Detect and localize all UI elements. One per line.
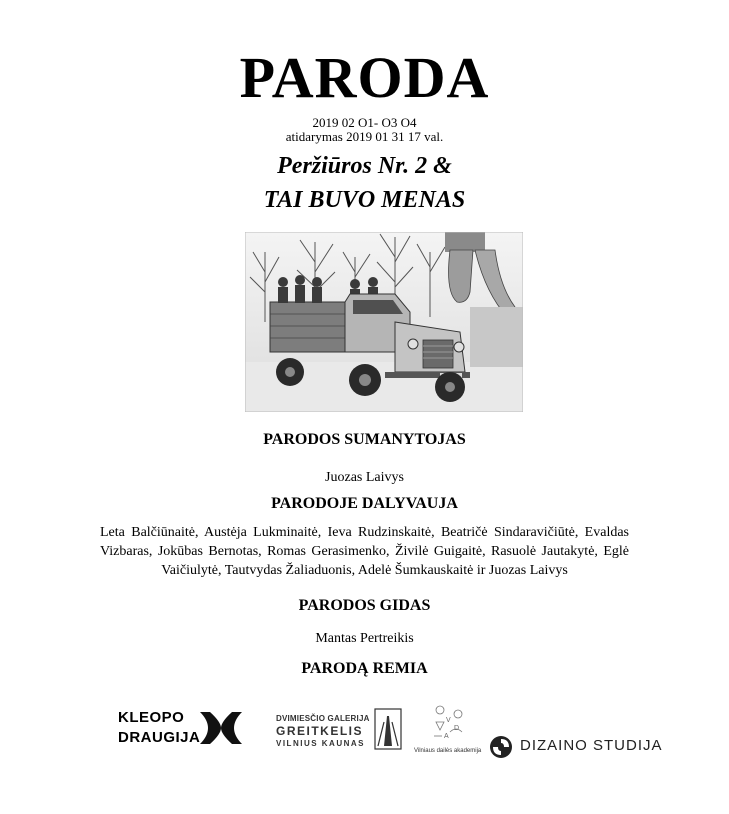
dizaino-text: DIZAINO STUDIJA (520, 737, 663, 754)
greitkelis-gallery-logo (276, 706, 406, 752)
greitkelis-line-2: GREITKELIS (276, 724, 364, 738)
svg-text:V: V (446, 717, 451, 724)
kleopo-line-1: KLEOPO (118, 709, 185, 726)
dizaino-swirl-icon (488, 734, 514, 760)
subtitle-line-1: Peržiūros Nr. 2 & (277, 153, 452, 179)
svg-text:D: D (454, 725, 460, 732)
kleopo-draugija-logo (118, 706, 248, 750)
exhibition-dates: 2019 02 O1- O3 O4 (312, 115, 417, 130)
vilnius-art-academy-logo (414, 700, 496, 762)
poster-title: PARODA (239, 45, 490, 110)
organizer-heading: PARODOS SUMANYTOJAS (263, 431, 466, 448)
vda-name: Vilniaus dailės akademija (414, 748, 482, 754)
participants-heading: PARODOJE DALYVAUJA (271, 495, 458, 512)
guide-name: Mantas Pertreikis (315, 631, 414, 646)
subtitle-line-2: TAI BUVO MENAS (263, 187, 466, 213)
exhibition-photo (245, 232, 523, 412)
participants-list: Leta Balčiūnaitė, Austėja Lukminaitė, Ieva Rudzinskaitė, Beatričė Sindaravičiūtė, Evaldas Vizbaras, Jokūbas Bernotas, Romas Gerasimenko, Živilė Guigaitė, Rasuolė Jautakytė, Eglė Vaičiulytė, Tautvydas Žaliaduonis, Adelė Šumkauskaitė ir Juozas Laivys (100, 525, 629, 578)
greitkelis-line-1: DVIMIESČIO GALERIJA (276, 714, 370, 723)
highway-sign-icon (374, 708, 402, 750)
sponsor-heading: PARODĄ REMIA (301, 660, 428, 677)
guide-heading: PARODOS GIDAS (298, 597, 431, 614)
svg-text:A: A (444, 733, 449, 740)
kleopo-line-2: DRAUGIJA (118, 729, 201, 746)
kleopo-x-icon (198, 708, 244, 748)
organizer-name: Juozas Laivys (325, 470, 404, 485)
dizaino-studija-logo (488, 732, 678, 762)
opening-time: atidarymas 2019 01 31 17 val. (285, 129, 444, 144)
vda-emblem-icon (430, 700, 470, 742)
greitkelis-line-3: VILNIUS KAUNAS (276, 739, 366, 748)
